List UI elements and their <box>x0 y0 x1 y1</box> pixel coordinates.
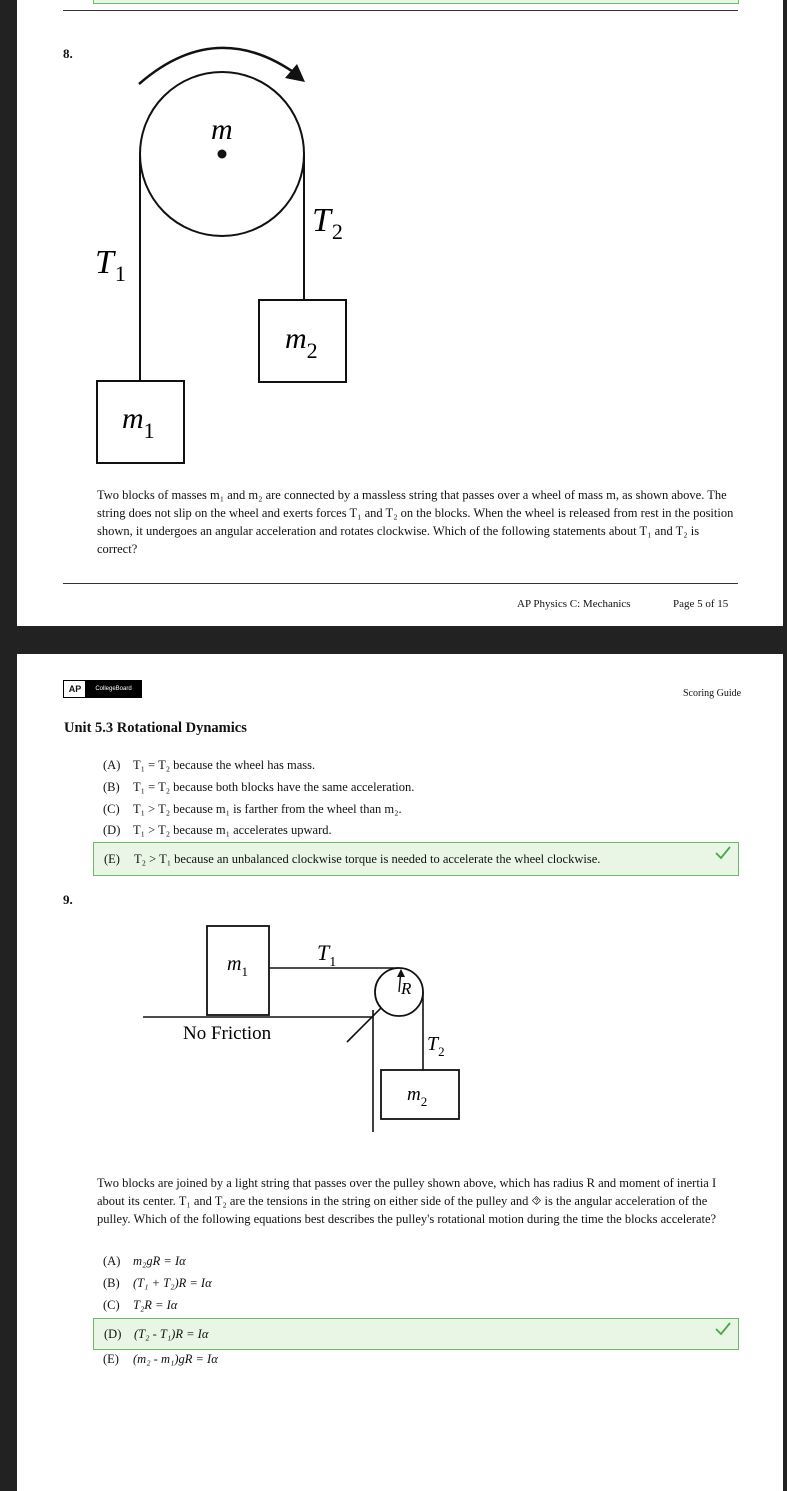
q8-option-c[interactable]: (C) T₁ > T₂ because m₁ is farther from the wheel than m₂. <box>103 802 402 816</box>
question-9-text: Two blocks are joined by a light string that passes over the pulley shown above, which has radius R and moment of inertia I about its center. T₁ and T₂ are the tensions in the string on either side of the pulley and ⯑ is the angular acceleration of the pulley. Which of the following equations best describes the pulley's rotational motion during the time the blocks accelerate? <box>97 1176 717 1226</box>
no-friction-label: No Friction <box>183 1023 272 1044</box>
document-page-6 <box>17 654 783 1491</box>
question-8-text: Two blocks of masses m₁ and m₂ are connected by a massless string that passes over a wheel of mass m, as shown above. The string does not slip on the wheel and exerts forces T₁ and T₂ on the blocks. When the wheel is released from rest in the position shown, it undergoes an angular acceleration and rotates clockwise. Which of the following statements about T₁ and T₂ is correct? <box>97 488 734 556</box>
q9-option-e[interactable]: (E) (m₂ - m₁)gR = Iα <box>103 1352 218 1366</box>
table-edge <box>347 1006 383 1042</box>
pulley-wheel-diagram <box>77 36 397 476</box>
correct-check-icon <box>714 845 732 861</box>
scoring-guide-label: Scoring Guide <box>683 688 742 699</box>
unit-title: Unit 5.3 Rotational Dynamics <box>64 720 247 736</box>
q8-option-e[interactable]: (E) T₂ > T₁ because an unbalanced clockwise torque is needed to accelerate the wheel clockwise. <box>104 852 601 866</box>
wheel-mass-label: m <box>211 113 233 146</box>
block-m1-label: $m_1$ <box>122 402 155 443</box>
q9-correct-answer-box <box>93 1318 739 1350</box>
ap-logo: AP <box>63 680 87 698</box>
wheel-center-dot <box>218 150 227 159</box>
question-number-9: 9. <box>63 892 73 907</box>
q9-option-b[interactable]: (B) (T₁ + T₂)R = Iα <box>103 1276 212 1290</box>
document-page-5 <box>17 0 783 626</box>
q8-option-a[interactable]: (A) T₁ = T₂ because the wheel has mass. <box>103 758 316 772</box>
t2-label: $T_2$ <box>427 1033 445 1059</box>
footer-course: AP Physics C: Mechanics <box>517 598 631 610</box>
t1-label: $T_1$ <box>95 244 126 286</box>
t2-label: $T_2$ <box>312 202 343 244</box>
correct-check-icon <box>714 1321 732 1337</box>
block-m2-label: $m_2$ <box>407 1084 428 1109</box>
footer-divider <box>63 583 738 584</box>
question-number: 8. <box>63 46 73 61</box>
q9-option-d[interactable]: (D) (T₂ - T₁)R = Iα <box>104 1327 209 1341</box>
previous-correct-answer-box-edge <box>93 0 739 4</box>
arrow-head <box>285 64 305 82</box>
radius-label: R <box>401 979 412 998</box>
block-m2-label: $m_2$ <box>285 322 318 363</box>
q8-option-d[interactable]: (D) T₁ > T₂ because m₁ accelerates upward. <box>103 823 332 837</box>
pulley-table-diagram <box>137 920 467 1140</box>
q8-correct-answer-box <box>93 842 739 876</box>
block-m1-label: $m_1$ <box>227 953 248 979</box>
t1-label: $T_1$ <box>317 940 337 970</box>
q8-option-b[interactable]: (B) T₁ = T₂ because both blocks have the same acceleration. <box>103 780 415 794</box>
top-divider <box>63 10 738 11</box>
q9-option-c[interactable]: (C) T₂R = Iα <box>103 1298 178 1312</box>
footer-page-number: Page 5 of 15 <box>673 598 729 610</box>
q9-option-a[interactable]: (A) m₂gR = Iα <box>103 1254 186 1268</box>
collegeboard-logo: CollegeBoard <box>85 680 142 698</box>
